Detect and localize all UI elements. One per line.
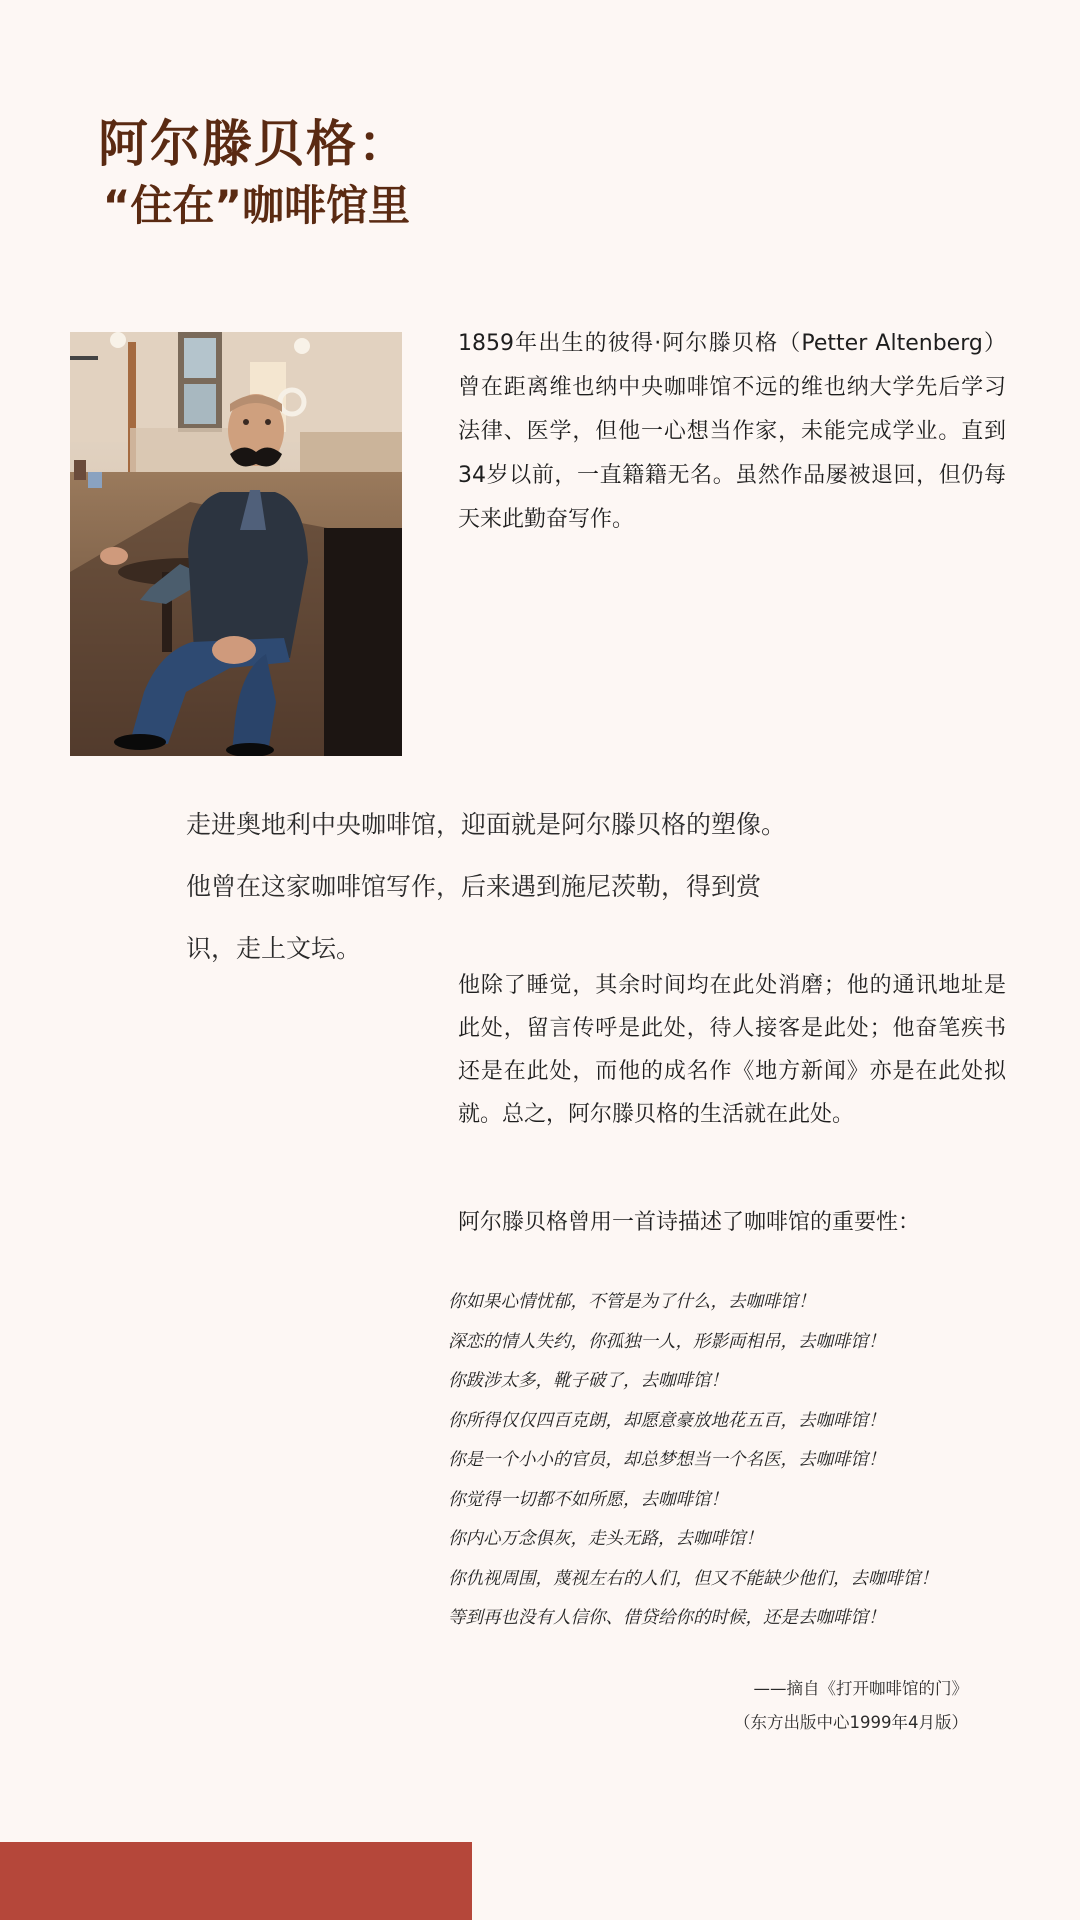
statue-photo [70, 332, 402, 756]
title-line-2: “住在”咖啡馆里 [102, 181, 410, 230]
poem-line: 你跋涉太多，靴子破了，去咖啡馆！ [448, 1371, 728, 1391]
poem-line: 等到再也没有人信你、借贷给你的时候，还是去咖啡馆！ [448, 1608, 886, 1628]
statue-quote [186, 794, 926, 980]
source-publisher: （东方出版中心1999年4月版） [734, 1713, 968, 1732]
poem-line: 你内心万念俱灰，走头无路，去咖啡馆！ [448, 1529, 763, 1549]
cafe-life-paragraph: 他除了睡觉，其余时间均在此处消磨；他的通讯地址是此处，留言传呼是此处，待人接客是此处；他奋笔疾书还是在此处，而他的成名作《地方新闻》亦是在此处拟就。总之，阿尔滕贝格的生活就在此处。 [458, 973, 1006, 1127]
poem-line: 你仇视周围，蔑视左右的人们，但又不能缺少他们，去咖啡馆！ [448, 1568, 938, 1589]
poem-line: 你所得仅仅四百克朗，却愿意豪放地花五百，去咖啡馆！ [448, 1410, 886, 1431]
title-line-1: 阿尔滕贝格： [98, 115, 410, 173]
poem-line: 你如果心情忧郁，不管是为了什么，去咖啡馆！ [448, 1292, 816, 1312]
poem-line: 你是一个小小的官员，却总梦想当一个名医，去咖啡馆！ [448, 1450, 886, 1470]
intro-paragraph: 1859年出生的彼得·阿尔滕贝格（Petter Altenberg）曾在距离维也纳中央咖啡馆不远的维也纳大学先后学习法律、医学，但他一心想当作家，未能完成学业。直到34岁以前，一直籍籍无名。虽然作品屡被退回，但仍每天来此勤奋写作。 [458, 331, 1006, 532]
source-book: ——摘自《打开咖啡馆的门》 [753, 1679, 968, 1698]
source-citation [568, 1672, 968, 1740]
footer-accent-bar [0, 1842, 472, 1920]
quote-line-3: 识，走上文坛。 [186, 934, 362, 963]
poem-line: 深恋的情人失约，你孤独一人，形影両相吊，去咖啡馆！ [448, 1331, 886, 1352]
quote-line-2: 他曾在这家咖啡馆写作，后来遇到施尼茨勒，得到赏 [186, 872, 762, 901]
poem-line: 你觉得一切都不如所愿，去咖啡馆！ [448, 1489, 728, 1510]
quote-line-1: 走进奥地利中央咖啡馆，迎面就是阿尔滕贝格的塑像。 [186, 810, 787, 839]
poem [448, 1283, 1068, 1639]
page-title [0, 110, 410, 234]
poem-intro: 阿尔滕贝格曾用一首诗描述了咖啡馆的重要性： [458, 1210, 921, 1235]
